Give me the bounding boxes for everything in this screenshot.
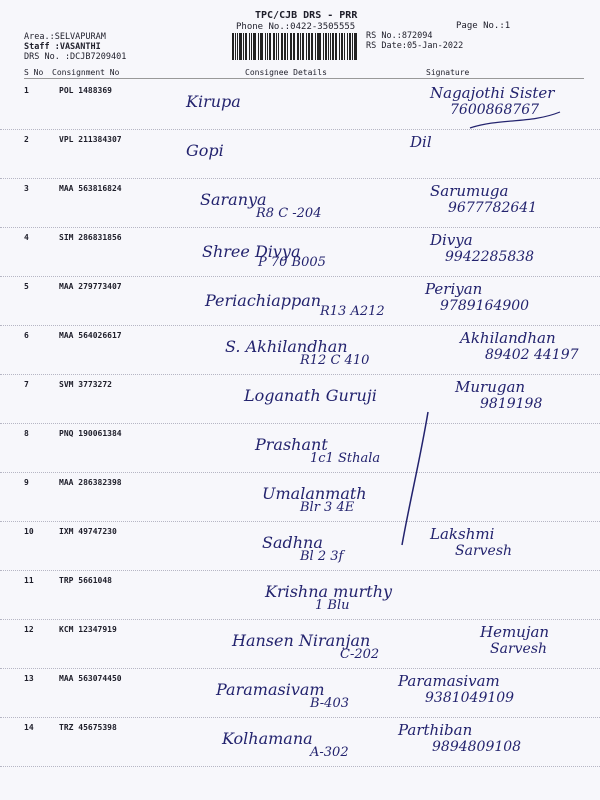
signature-phone-handwritten: 89402 44197: [485, 347, 579, 363]
consignment-number: POL 1488369: [59, 86, 112, 95]
consignee-name-handwritten: Umalanmath: [262, 484, 367, 503]
signature-handwritten: Lakshmi: [430, 525, 495, 543]
area-field: Area.:SELVAPURAM: [24, 32, 106, 42]
column-header-consignment: Consignment No: [52, 68, 120, 77]
consignee-address-handwritten: B-403: [310, 696, 349, 711]
consignee-name-handwritten: Loganath Guruji: [244, 386, 377, 405]
consignee-address-handwritten: P 70 B005: [258, 255, 326, 270]
signature-handwritten: Hemujan: [480, 623, 550, 641]
signature-handwritten: Divya: [430, 231, 473, 249]
consignee-name-handwritten: Paramasivam: [216, 680, 325, 699]
consignee-name-handwritten: Sadhna: [262, 533, 323, 552]
consignee-address-handwritten: 1c1 Sthala: [310, 451, 381, 466]
table-row: [0, 178, 600, 228]
header-left-block: [24, 32, 126, 62]
table-row: [0, 668, 600, 718]
serial-number: 10: [24, 527, 34, 536]
signature-handwritten: Murugan: [455, 378, 526, 396]
table-row: [0, 570, 600, 620]
consignee-address-handwritten: Bl 2 3f: [300, 549, 344, 564]
table-row: [0, 227, 600, 277]
signature-handwritten: Paramasivam: [398, 672, 500, 690]
signature-phone-handwritten: 9381049109: [425, 690, 515, 706]
consignment-number: SVM 3773272: [59, 380, 112, 389]
table-row: [0, 521, 600, 571]
table-row: [0, 374, 600, 424]
signature-phone-handwritten: Sarvesh: [455, 543, 513, 559]
table-row: [0, 717, 600, 767]
serial-number: 14: [24, 723, 34, 732]
consignee-name-handwritten: Shree Divya: [202, 242, 301, 261]
consignee-name-handwritten: Prashant: [255, 435, 328, 454]
signature-phone-handwritten: Sarvesh: [490, 641, 548, 657]
consignee-name-handwritten: Kolhamana: [222, 729, 313, 748]
page-number: Page No.:1: [456, 21, 511, 31]
phone-number: Phone No.:0422-3505555: [236, 22, 356, 32]
consignment-number: MAA 564026617: [59, 331, 122, 340]
table-row: [0, 129, 600, 179]
header-right-block: [366, 31, 463, 51]
column-header-consignee: Consignee Details: [245, 68, 327, 77]
consignee-address-handwritten: A-302: [310, 745, 349, 760]
column-header-signature: Signature: [426, 68, 470, 77]
consignee-name-handwritten: Krishna murthy: [265, 582, 393, 601]
signature-handwritten: Sarumuga: [430, 182, 509, 200]
serial-number: 11: [24, 576, 34, 585]
header-divider: [24, 78, 584, 79]
serial-number: 4: [24, 233, 29, 242]
serial-number: 2: [24, 135, 29, 144]
rs-number-field: RS No.:872094: [366, 31, 433, 41]
table-row: [0, 80, 600, 130]
rs-date-field: RS Date:05-Jan-2022: [366, 41, 464, 51]
consignment-number: KCM 12347919: [59, 625, 117, 634]
column-header-sno: S No: [24, 68, 44, 77]
signature-phone-handwritten: 9819198: [480, 396, 543, 412]
drs-number-field: DRS No. :DCJB7209401: [24, 52, 127, 62]
table-row: [0, 619, 600, 669]
signature-handwritten: Nagajothi Sister: [430, 84, 555, 102]
consignee-name-handwritten: Periachiappan: [205, 291, 322, 310]
serial-number: 12: [24, 625, 34, 634]
consignee-address-handwritten: Blr 3 4E: [300, 500, 355, 515]
consignment-number: TRP 5661048: [59, 576, 112, 585]
signature-phone-handwritten: 9789164900: [440, 298, 530, 314]
consignee-address-handwritten: R8 C -204: [256, 206, 322, 221]
serial-number: 1: [24, 86, 29, 95]
consignee-address-handwritten: R13 A212: [320, 304, 385, 319]
table-row: [0, 472, 600, 522]
serial-number: 13: [24, 674, 34, 683]
table-row: [0, 325, 600, 375]
serial-number: 6: [24, 331, 29, 340]
signature-phone-handwritten: 9942285838: [445, 249, 535, 265]
table-row: [0, 423, 600, 473]
serial-number: 9: [24, 478, 29, 487]
consignee-name-handwritten: Hansen Niranjan: [232, 631, 371, 650]
signature-phone-handwritten: 7600868767: [450, 102, 540, 118]
consignee-name-handwritten: Kirupa: [186, 92, 241, 111]
consignment-number: MAA 279773407: [59, 282, 122, 291]
signature-handwritten: Periyan: [425, 280, 483, 298]
consignment-number: MAA 563074450: [59, 674, 122, 683]
consignee-address-handwritten: 1 Blu: [315, 598, 350, 613]
serial-number: 3: [24, 184, 29, 193]
consignee-address-handwritten: C-202: [340, 647, 380, 662]
signature-phone-handwritten: 9894809108: [432, 739, 522, 755]
serial-number: 5: [24, 282, 29, 291]
consignee-name-handwritten: Saranya: [200, 190, 267, 209]
consignee-name-handwritten: S. Akhilandhan: [225, 337, 348, 356]
serial-number: 7: [24, 380, 29, 389]
consignment-number: SIM 286831856: [59, 233, 122, 242]
table-row: [0, 276, 600, 326]
consignment-number: PNQ 190061384: [59, 429, 122, 438]
consignee-address-handwritten: R12 C 410: [300, 353, 370, 368]
consignment-number: TRZ 45675398: [59, 723, 117, 732]
signature-phone-handwritten: 9677782641: [448, 200, 538, 216]
consignment-number: MAA 286382398: [59, 478, 122, 487]
consignment-number: IXM 49747230: [59, 527, 117, 536]
serial-number: 8: [24, 429, 29, 438]
consignment-number: VPL 211384307: [59, 135, 122, 144]
signature-handwritten: Dil: [410, 133, 432, 151]
signature-handwritten: Akhilandhan: [460, 329, 556, 347]
staff-field: Staff :VASANTHI: [24, 42, 101, 52]
document-title: TPC/CJB DRS - PRR: [255, 10, 358, 21]
barcode: [232, 33, 358, 60]
signature-handwritten: Parthiban: [398, 721, 473, 739]
consignee-name-handwritten: Gopi: [186, 141, 224, 160]
consignment-number: MAA 563816824: [59, 184, 122, 193]
